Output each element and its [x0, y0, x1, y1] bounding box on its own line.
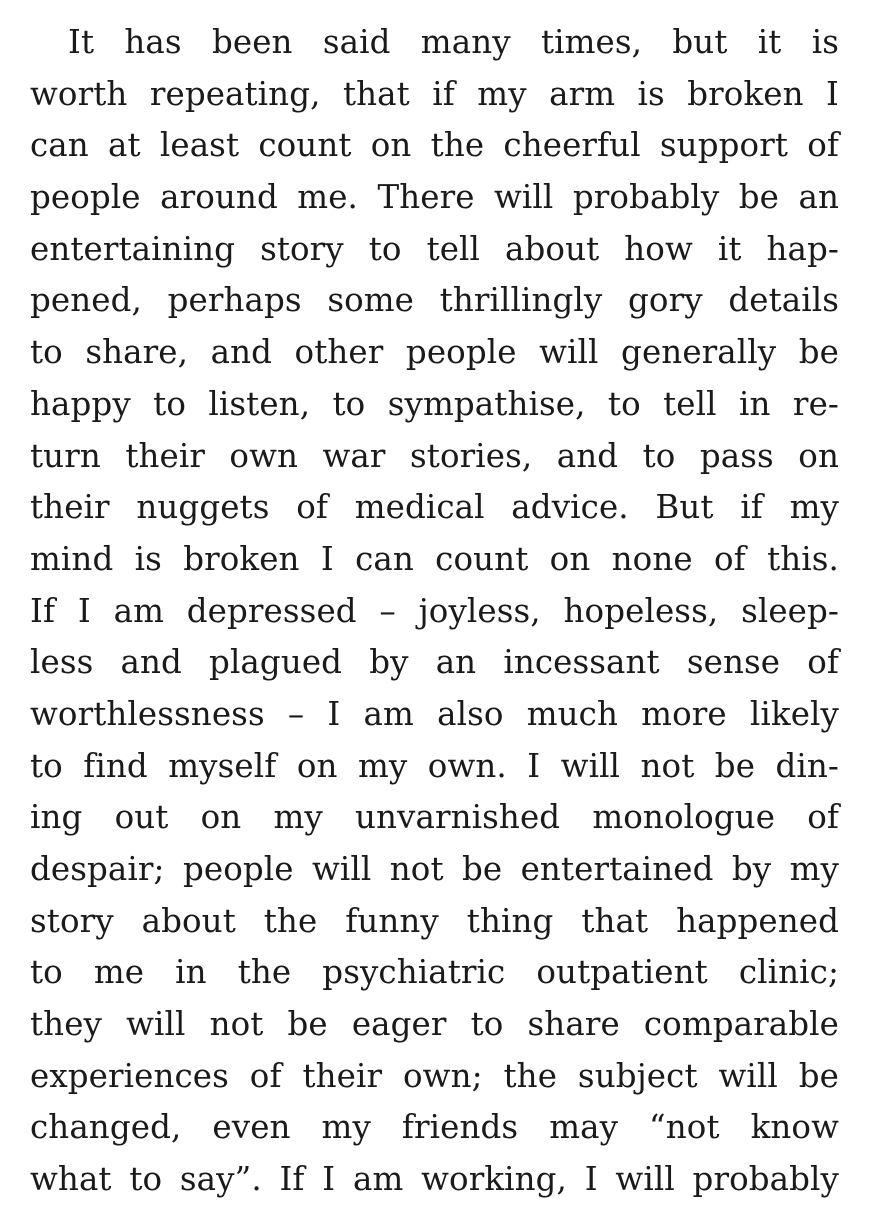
text-line: their nuggets of medical advice. But if my	[30, 488, 839, 527]
text-line: what to say”. If I am working, I will probably	[30, 1160, 839, 1199]
text-line: despair; people will not be entertained by my	[30, 850, 839, 888]
text-line: If I am depressed – joyless, hopeless, sleep-	[30, 591, 839, 630]
text-line: mind is broken I can count on none of this.	[30, 539, 839, 578]
text-line: pened, perhaps some thrillingly gory details	[30, 281, 839, 320]
text-line: people around me. There will probably be an	[30, 178, 839, 217]
text-line: less and plagued by an incessant sense of	[30, 643, 839, 682]
text-line: entertaining story to tell about how it hap-	[30, 229, 839, 268]
text-line: experiences of their own; the subject will be	[30, 1056, 839, 1095]
text-line: story about the funny thing that happened	[30, 901, 839, 940]
text-line: worth repeating, that if my arm is broken I	[30, 74, 839, 113]
text-line: happy to listen, to sympathise, to tell in re-	[30, 384, 839, 423]
text-line: ing out on my unvarnished monologue of	[30, 798, 839, 837]
text-line: turn their own war stories, and to pass on	[30, 436, 839, 475]
text-line: they will not be eager to share comparable	[30, 1005, 839, 1044]
text-line: can at least count on the cheerful support of	[30, 126, 839, 165]
text-line: to share, and other people will generally be	[30, 333, 839, 372]
text-line: It has been said many times, but it is	[68, 23, 839, 61]
page-text	[30, 17, 839, 1206]
text-line: changed, even my friends may “not know	[30, 1108, 839, 1147]
text-line: to find myself on my own. I will not be din-	[30, 746, 839, 785]
text-line: to me in the psychiatric outpatient clinic;	[30, 953, 839, 992]
text-line: worthlessness – I am also much more likely	[30, 694, 839, 733]
